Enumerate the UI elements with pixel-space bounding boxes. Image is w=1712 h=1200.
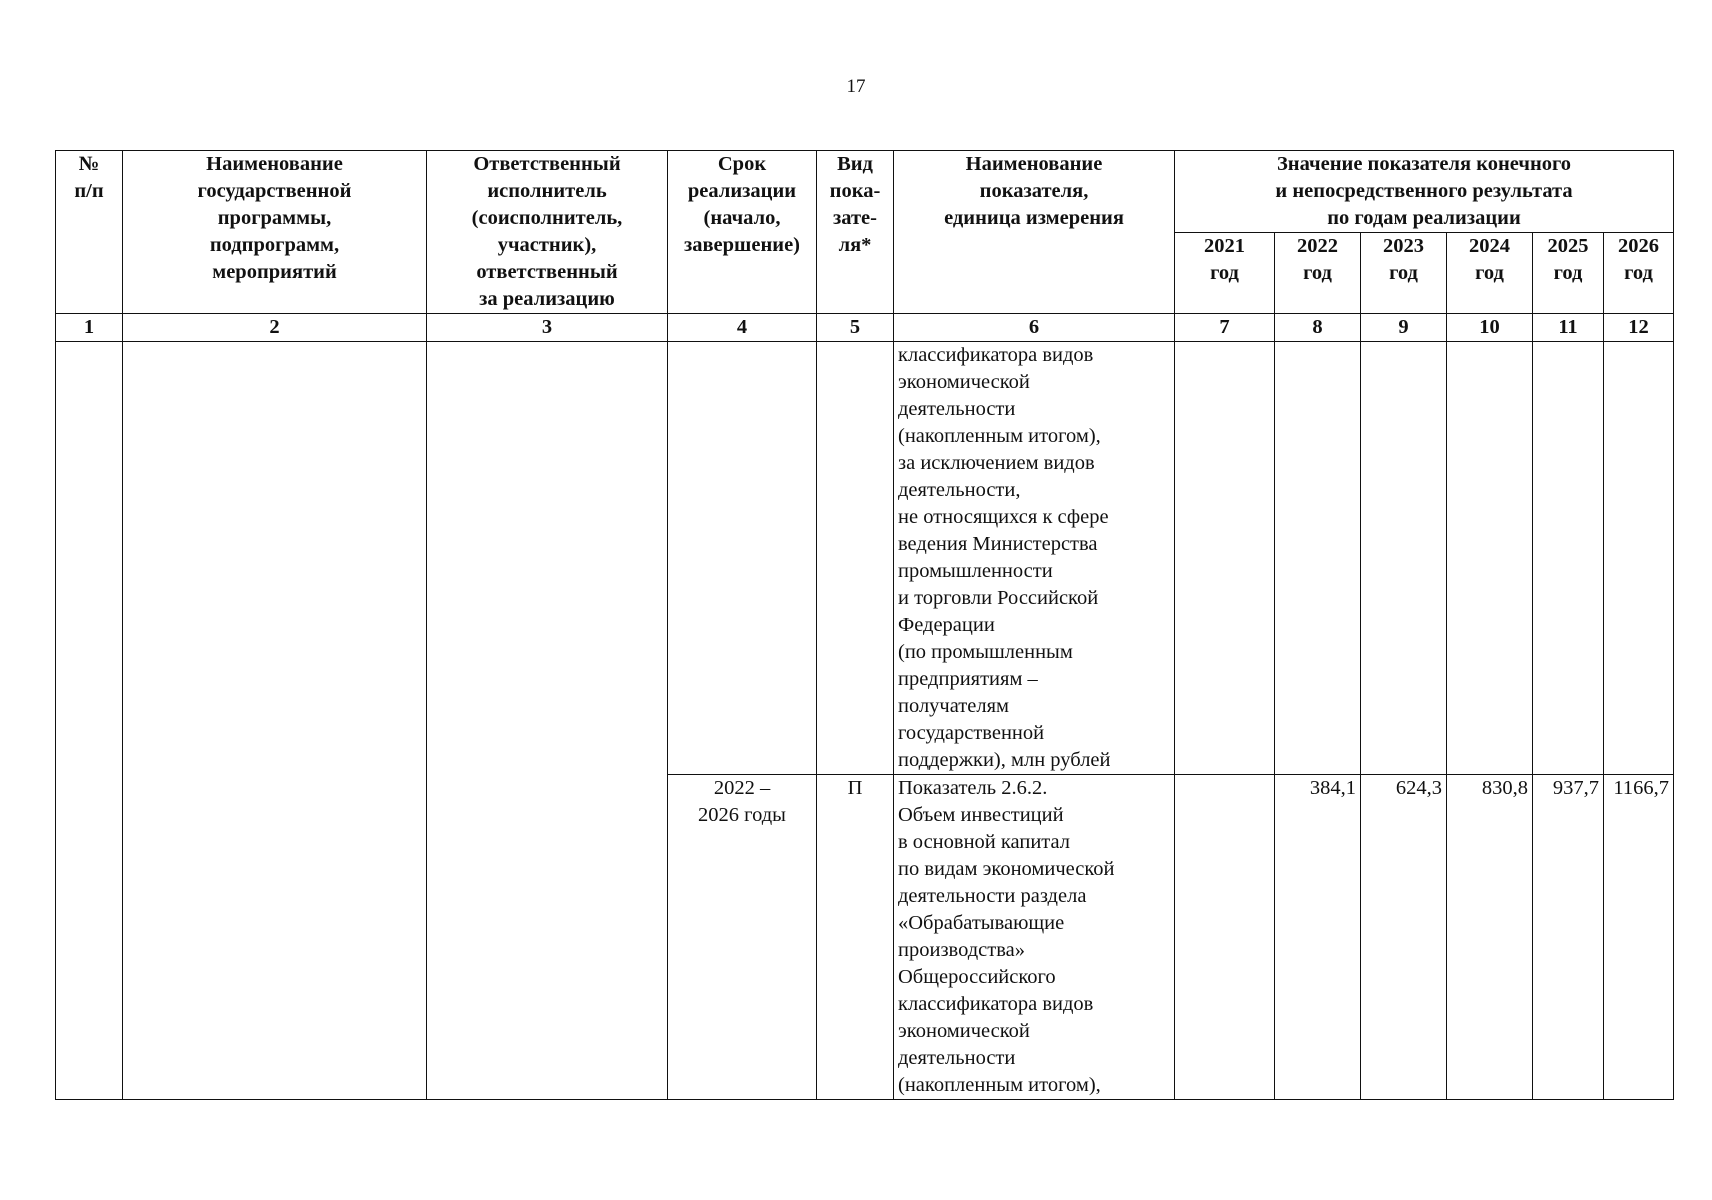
row-period: 2022 – 2026 годы <box>668 775 817 1100</box>
row-value-2022: 384,1 <box>1275 775 1361 1100</box>
row-number-cell <box>56 342 123 1100</box>
header-year-2021: 2021 год <box>1175 233 1275 314</box>
row-value-2023: 624,3 <box>1361 775 1447 1100</box>
row-indicator-name: классификатора видов экономической деятельности (накопленным итогом), за исключением видов деятельности, не относящихся к сфере ведения Министерства промышленности и торговли Российской Федерации (по промышленным предприятиям – получателям государственной поддержки), млн рублей <box>894 342 1175 775</box>
row-value-2024: 830,8 <box>1447 775 1533 1100</box>
header-indicator-type: Вид пока- зате- ля* <box>817 151 894 314</box>
column-number: 6 <box>894 314 1175 342</box>
column-number: 4 <box>668 314 817 342</box>
header-period: Срок реализации (начало, завершение) <box>668 151 817 314</box>
row-value-2021 <box>1175 775 1275 1100</box>
header-responsible: Ответственный исполнитель (соисполнитель, участник), ответственный за реализацию <box>427 151 668 314</box>
row-indicator-name: Показатель 2.6.2. Объем инвестиций в основной капитал по видам экономической деятельности раздела «Обрабатывающие производства» Общероссийского классификатора видов экономической деятельности (накопленным итогом), <box>894 775 1175 1100</box>
header-row-top <box>56 151 1674 233</box>
header-year-2023: 2023 год <box>1361 233 1447 314</box>
column-number: 8 <box>1275 314 1361 342</box>
column-number-row <box>56 314 1674 342</box>
column-number: 5 <box>817 314 894 342</box>
row-value-2025: 937,7 <box>1533 775 1604 1100</box>
row-program-cell <box>123 342 427 1100</box>
header-indicator-name: Наименование показателя, единица измерения <box>894 151 1175 314</box>
row-period <box>668 342 817 775</box>
header-program-name: Наименование государственной программы, подпрограмм, мероприятий <box>123 151 427 314</box>
row-value-2026 <box>1604 342 1674 775</box>
header-year-2025: 2025 год <box>1533 233 1604 314</box>
column-number: 12 <box>1604 314 1674 342</box>
column-number: 1 <box>56 314 123 342</box>
row-value-2023 <box>1361 342 1447 775</box>
header-year-2026: 2026 год <box>1604 233 1674 314</box>
table-row <box>56 342 1674 775</box>
row-value-2025 <box>1533 342 1604 775</box>
column-number: 3 <box>427 314 668 342</box>
row-value-2024 <box>1447 342 1533 775</box>
column-number: 7 <box>1175 314 1275 342</box>
header-year-2024: 2024 год <box>1447 233 1533 314</box>
header-number: № п/п <box>56 151 123 314</box>
header-year-2022: 2022 год <box>1275 233 1361 314</box>
header-values-group: Значение показателя конечного и непосредственного результата по годам реализации <box>1175 151 1674 233</box>
column-number: 11 <box>1533 314 1604 342</box>
column-number: 2 <box>123 314 427 342</box>
indicators-table <box>55 150 1674 1100</box>
row-value-2026: 1166,7 <box>1604 775 1674 1100</box>
row-value-2021 <box>1175 342 1275 775</box>
page-number: 17 <box>846 76 866 97</box>
row-indicator-type <box>817 342 894 775</box>
row-value-2022 <box>1275 342 1361 775</box>
row-responsible-cell <box>427 342 668 1100</box>
column-number: 9 <box>1361 314 1447 342</box>
column-number: 10 <box>1447 314 1533 342</box>
row-indicator-type: П <box>817 775 894 1100</box>
